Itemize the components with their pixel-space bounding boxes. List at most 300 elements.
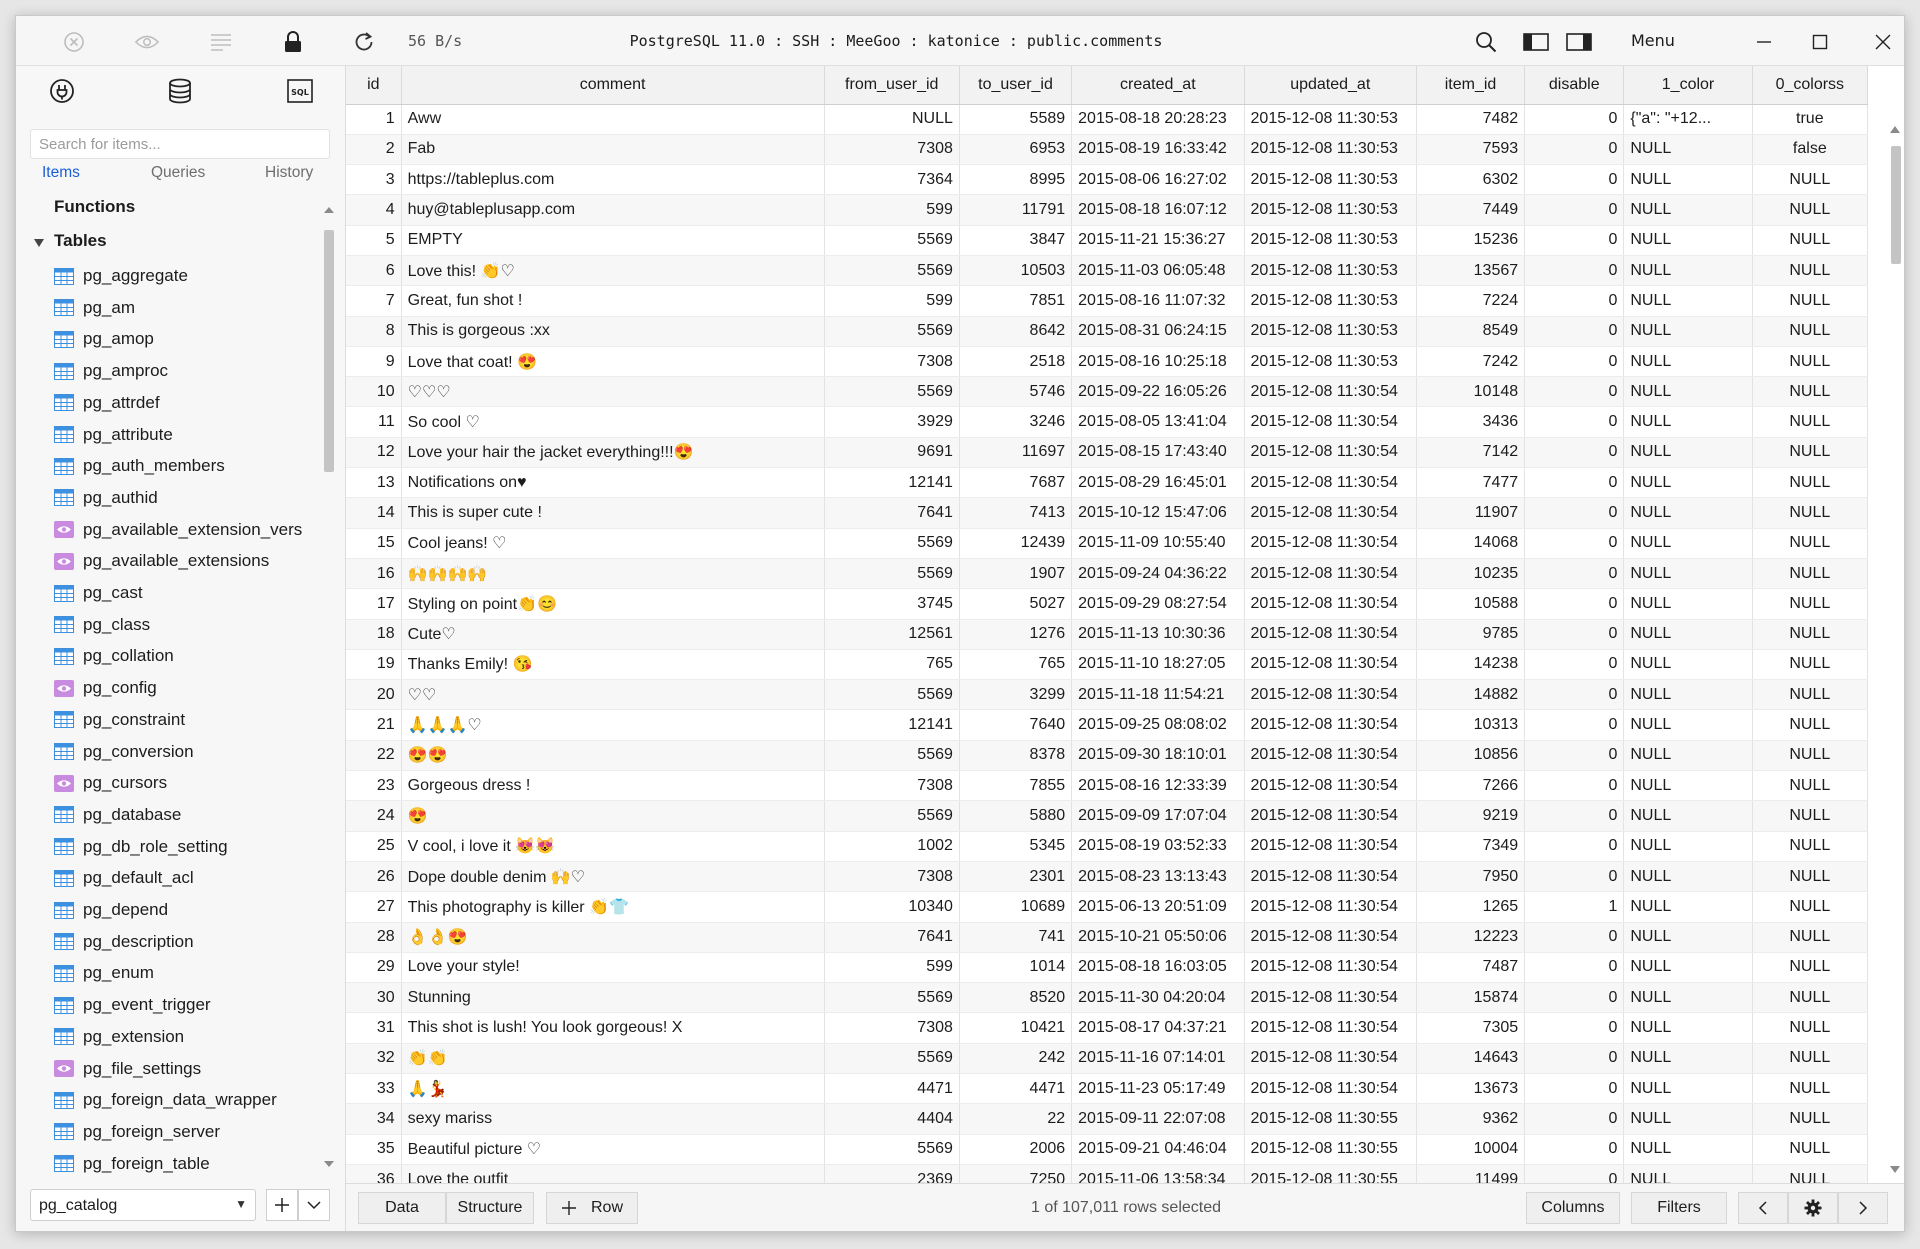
table-cell[interactable]: 0 bbox=[1525, 316, 1624, 346]
table-cell[interactable]: NULL bbox=[1624, 528, 1752, 558]
table-cell[interactable]: 4 bbox=[346, 195, 401, 225]
column-header-created-at[interactable]: created_at bbox=[1072, 66, 1244, 104]
table-cell[interactable]: 6 bbox=[346, 255, 401, 285]
sidebar-table-item[interactable] bbox=[54, 705, 316, 735]
table-cell[interactable]: 2015-12-08 11:30:54 bbox=[1244, 649, 1416, 679]
table-cell[interactable]: 34 bbox=[346, 1104, 401, 1134]
table-cell[interactable]: NULL bbox=[1752, 407, 1867, 437]
table-cell[interactable]: 2015-08-16 11:07:32 bbox=[1072, 286, 1244, 316]
table-cell[interactable]: 6302 bbox=[1416, 165, 1524, 195]
table-cell[interactable]: 3847 bbox=[959, 225, 1071, 255]
table-row[interactable] bbox=[346, 195, 1868, 225]
table-row[interactable] bbox=[346, 1074, 1868, 1104]
table-cell[interactable]: 12 bbox=[346, 437, 401, 467]
table-cell[interactable]: 15236 bbox=[1416, 225, 1524, 255]
maximize-icon[interactable] bbox=[1807, 29, 1833, 55]
scroll-down-arrow-icon[interactable] bbox=[324, 1160, 334, 1168]
table-cell[interactable]: NULL bbox=[1752, 255, 1867, 285]
table-cell[interactable]: NULL bbox=[1624, 649, 1752, 679]
table-row[interactable] bbox=[346, 437, 1868, 467]
table-row[interactable] bbox=[346, 589, 1868, 619]
table-cell[interactable]: 5589 bbox=[959, 104, 1071, 134]
table-cell[interactable]: Styling on point👏😊 bbox=[401, 589, 824, 619]
table-cell[interactable]: 7851 bbox=[959, 286, 1071, 316]
table-row[interactable] bbox=[346, 104, 1868, 134]
table-cell[interactable]: NULL bbox=[1624, 407, 1752, 437]
table-cell[interactable]: 2015-12-08 11:30:54 bbox=[1244, 589, 1416, 619]
table-row[interactable] bbox=[346, 558, 1868, 588]
table-cell[interactable]: NULL bbox=[1624, 740, 1752, 770]
table-cell[interactable]: 0 bbox=[1525, 1013, 1624, 1043]
table-cell[interactable]: 1 bbox=[346, 104, 401, 134]
table-cell[interactable]: NULL bbox=[1752, 801, 1867, 831]
pagination-settings-button[interactable] bbox=[1788, 1192, 1838, 1224]
table-cell[interactable]: 2015-10-12 15:47:06 bbox=[1072, 498, 1244, 528]
table-cell[interactable]: NULL bbox=[1624, 831, 1752, 861]
table-cell[interactable]: 2015-06-13 20:51:09 bbox=[1072, 892, 1244, 922]
table-row[interactable] bbox=[346, 346, 1868, 376]
table-row[interactable] bbox=[346, 983, 1868, 1013]
table-row[interactable] bbox=[346, 1013, 1868, 1043]
table-cell[interactable]: 8378 bbox=[959, 740, 1071, 770]
table-cell[interactable]: 6953 bbox=[959, 134, 1071, 164]
table-cell[interactable]: 2015-08-19 16:33:42 bbox=[1072, 134, 1244, 164]
table-cell[interactable]: Love that coat! 😍 bbox=[401, 346, 824, 376]
table-cell[interactable]: NULL bbox=[1624, 1164, 1752, 1183]
table-cell[interactable]: 27 bbox=[346, 892, 401, 922]
table-cell[interactable]: 0 bbox=[1525, 1164, 1624, 1183]
sidebar-table-item[interactable] bbox=[54, 1117, 316, 1147]
column-header-1-color[interactable]: 1_color bbox=[1624, 66, 1752, 104]
table-cell[interactable]: Aww bbox=[401, 104, 824, 134]
table-cell[interactable]: 2015-11-06 13:58:34 bbox=[1072, 1164, 1244, 1183]
table-cell[interactable]: Love your style! bbox=[401, 952, 824, 982]
table-cell[interactable]: 7305 bbox=[1416, 1013, 1524, 1043]
table-cell[interactable]: 2015-12-08 11:30:54 bbox=[1244, 498, 1416, 528]
table-cell[interactable]: 2015-09-09 17:07:04 bbox=[1072, 801, 1244, 831]
table-cell[interactable]: 10148 bbox=[1416, 377, 1524, 407]
table-cell[interactable]: 28 bbox=[346, 922, 401, 952]
table-cell[interactable]: 5746 bbox=[959, 377, 1071, 407]
table-cell[interactable]: 11 bbox=[346, 407, 401, 437]
table-cell[interactable]: 12141 bbox=[824, 468, 959, 498]
table-cell[interactable]: 35 bbox=[346, 1134, 401, 1164]
table-cell[interactable]: 7855 bbox=[959, 771, 1071, 801]
table-cell[interactable]: 2015-08-17 04:37:21 bbox=[1072, 1013, 1244, 1043]
table-cell[interactable]: 10856 bbox=[1416, 740, 1524, 770]
table-cell[interactable]: 13 bbox=[346, 468, 401, 498]
table-cell[interactable]: NULL bbox=[1752, 437, 1867, 467]
table-cell[interactable]: Cool jeans! ♡ bbox=[401, 528, 824, 558]
table-cell[interactable]: 16 bbox=[346, 558, 401, 588]
table-cell[interactable]: 0 bbox=[1525, 346, 1624, 376]
table-cell[interactable]: 26 bbox=[346, 861, 401, 891]
table-cell[interactable]: NULL bbox=[1752, 740, 1867, 770]
table-cell[interactable]: NULL bbox=[1752, 952, 1867, 982]
table-cell[interactable]: NULL bbox=[1624, 1134, 1752, 1164]
table-cell[interactable]: 0 bbox=[1525, 1074, 1624, 1104]
table-cell[interactable]: NULL bbox=[1624, 771, 1752, 801]
table-cell[interactable]: 242 bbox=[959, 1043, 1071, 1073]
table-cell[interactable]: 0 bbox=[1525, 468, 1624, 498]
table-cell[interactable]: 13567 bbox=[1416, 255, 1524, 285]
table-cell[interactable]: NULL bbox=[1624, 710, 1752, 740]
table-cell[interactable]: 2015-08-31 06:24:15 bbox=[1072, 316, 1244, 346]
table-cell[interactable]: 2015-08-19 03:52:33 bbox=[1072, 831, 1244, 861]
table-cell[interactable]: Love your hair the jacket everything!!!😍 bbox=[401, 437, 824, 467]
table-cell[interactable]: NULL bbox=[1752, 922, 1867, 952]
sidebar-table-item[interactable] bbox=[54, 927, 316, 957]
table-cell[interactable]: 2015-12-08 11:30:54 bbox=[1244, 1013, 1416, 1043]
table-cell[interactable]: This photography is killer 👏👕 bbox=[401, 892, 824, 922]
sidebar-table-item[interactable] bbox=[54, 768, 316, 798]
table-row[interactable] bbox=[346, 952, 1868, 982]
table-cell[interactable]: NULL bbox=[1624, 255, 1752, 285]
table-cell[interactable]: 22 bbox=[959, 1104, 1071, 1134]
table-row[interactable] bbox=[346, 468, 1868, 498]
table-cell[interactable]: NULL bbox=[1624, 225, 1752, 255]
table-cell[interactable]: 2015-12-08 11:30:54 bbox=[1244, 437, 1416, 467]
table-cell[interactable]: 0 bbox=[1525, 1134, 1624, 1164]
table-row[interactable] bbox=[346, 801, 1868, 831]
column-header-from-user-id[interactable]: from_user_id bbox=[824, 66, 959, 104]
table-cell[interactable]: 0 bbox=[1525, 831, 1624, 861]
table-cell[interactable]: NULL bbox=[1752, 528, 1867, 558]
table-cell[interactable]: 7593 bbox=[1416, 134, 1524, 164]
table-cell[interactable]: NULL bbox=[1624, 801, 1752, 831]
table-cell[interactable]: 3436 bbox=[1416, 407, 1524, 437]
table-cell[interactable]: 0 bbox=[1525, 165, 1624, 195]
table-cell[interactable]: 5569 bbox=[824, 1043, 959, 1073]
table-row[interactable] bbox=[346, 316, 1868, 346]
table-cell[interactable]: 10 bbox=[346, 377, 401, 407]
table-cell[interactable]: 2015-10-21 05:50:06 bbox=[1072, 922, 1244, 952]
table-cell[interactable]: 12439 bbox=[959, 528, 1071, 558]
table-cell[interactable]: 🙌🙌🙌🙌 bbox=[401, 558, 824, 588]
sidebar-search-input[interactable]: Search for items... bbox=[30, 129, 330, 159]
menu-button[interactable]: Menu bbox=[1631, 31, 1675, 50]
table-cell[interactable]: 8520 bbox=[959, 983, 1071, 1013]
column-header-updated-at[interactable]: updated_at bbox=[1244, 66, 1416, 104]
table-cell[interactable]: 2015-12-08 11:30:53 bbox=[1244, 286, 1416, 316]
functions-group[interactable]: Functions bbox=[54, 197, 136, 216]
table-cell[interactable]: 4404 bbox=[824, 1104, 959, 1134]
table-cell[interactable]: This is super cute ! bbox=[401, 498, 824, 528]
table-cell[interactable]: 2015-12-08 11:30:55 bbox=[1244, 1104, 1416, 1134]
table-cell[interactable]: 0 bbox=[1525, 801, 1624, 831]
table-cell[interactable]: NULL bbox=[1752, 195, 1867, 225]
table-cell[interactable]: 4471 bbox=[824, 1074, 959, 1104]
table-cell[interactable]: 7308 bbox=[824, 134, 959, 164]
table-cell[interactable]: NULL bbox=[1752, 1134, 1867, 1164]
table-cell[interactable]: 5569 bbox=[824, 558, 959, 588]
minimize-icon[interactable] bbox=[1751, 29, 1777, 55]
table-cell[interactable]: 0 bbox=[1525, 255, 1624, 285]
table-cell[interactable]: 2015-08-06 16:27:02 bbox=[1072, 165, 1244, 195]
table-cell[interactable]: 14068 bbox=[1416, 528, 1524, 558]
table-cell[interactable]: 2015-12-08 11:30:54 bbox=[1244, 1074, 1416, 1104]
table-cell[interactable]: 10313 bbox=[1416, 710, 1524, 740]
table-cell[interactable]: 2015-12-08 11:30:54 bbox=[1244, 740, 1416, 770]
table-cell[interactable]: NULL bbox=[1624, 165, 1752, 195]
table-cell[interactable]: NULL bbox=[1624, 983, 1752, 1013]
table-cell[interactable]: 12561 bbox=[824, 619, 959, 649]
table-cell[interactable]: NULL bbox=[1624, 861, 1752, 891]
table-cell[interactable]: 32 bbox=[346, 1043, 401, 1073]
sql-query-icon[interactable] bbox=[284, 76, 316, 106]
table-cell[interactable]: NULL bbox=[1624, 952, 1752, 982]
table-cell[interactable]: 5569 bbox=[824, 225, 959, 255]
column-header-to-user-id[interactable]: to_user_id bbox=[959, 66, 1071, 104]
table-cell[interactable]: 7687 bbox=[959, 468, 1071, 498]
table-row[interactable] bbox=[346, 286, 1868, 316]
table-cell[interactable]: 2015-12-08 11:30:54 bbox=[1244, 710, 1416, 740]
table-cell[interactable]: 2015-09-29 08:27:54 bbox=[1072, 589, 1244, 619]
table-cell[interactable]: NULL bbox=[1752, 892, 1867, 922]
table-cell[interactable]: 1014 bbox=[959, 952, 1071, 982]
table-cell[interactable]: 36 bbox=[346, 1164, 401, 1183]
table-cell[interactable]: 3745 bbox=[824, 589, 959, 619]
table-cell[interactable]: 0 bbox=[1525, 195, 1624, 225]
table-cell[interactable]: 2015-12-08 11:30:53 bbox=[1244, 195, 1416, 225]
table-cell[interactable]: NULL bbox=[1752, 771, 1867, 801]
table-cell[interactable]: 0 bbox=[1525, 498, 1624, 528]
sidebar-table-item[interactable] bbox=[54, 737, 316, 767]
table-cell[interactable]: 1907 bbox=[959, 558, 1071, 588]
table-row[interactable] bbox=[346, 528, 1868, 558]
table-cell[interactable]: 2015-12-08 11:30:54 bbox=[1244, 407, 1416, 437]
table-cell[interactable]: 2015-11-21 15:36:27 bbox=[1072, 225, 1244, 255]
table-cell[interactable]: 1276 bbox=[959, 619, 1071, 649]
table-cell[interactable]: NULL bbox=[1624, 619, 1752, 649]
table-cell[interactable]: 0 bbox=[1525, 134, 1624, 164]
table-row[interactable] bbox=[346, 1164, 1868, 1183]
table-cell[interactable]: 2015-11-03 06:05:48 bbox=[1072, 255, 1244, 285]
table-cell[interactable]: 8995 bbox=[959, 165, 1071, 195]
table-cell[interactable]: 5 bbox=[346, 225, 401, 255]
table-cell[interactable]: 0 bbox=[1525, 710, 1624, 740]
table-cell[interactable]: 2015-12-08 11:30:54 bbox=[1244, 892, 1416, 922]
table-cell[interactable]: NULL bbox=[1624, 195, 1752, 225]
table-cell[interactable]: huy@tableplusapp.com bbox=[401, 195, 824, 225]
table-cell[interactable]: Fab bbox=[401, 134, 824, 164]
tables-collapse-caret-icon[interactable] bbox=[34, 239, 44, 247]
table-cell[interactable]: 17 bbox=[346, 589, 401, 619]
table-cell[interactable]: 9362 bbox=[1416, 1104, 1524, 1134]
table-cell[interactable]: NULL bbox=[1752, 589, 1867, 619]
table-cell[interactable]: 10503 bbox=[959, 255, 1071, 285]
sidebar-table-item[interactable] bbox=[54, 958, 316, 988]
table-row[interactable] bbox=[346, 225, 1868, 255]
table-cell[interactable]: NULL bbox=[1752, 468, 1867, 498]
table-cell[interactable]: 2015-11-30 04:20:04 bbox=[1072, 983, 1244, 1013]
table-cell[interactable]: NULL bbox=[1624, 1043, 1752, 1073]
table-cell[interactable]: 1002 bbox=[824, 831, 959, 861]
sidebar-table-item[interactable] bbox=[54, 1149, 316, 1177]
table-cell[interactable]: NULL bbox=[1752, 831, 1867, 861]
table-cell[interactable]: 12141 bbox=[824, 710, 959, 740]
table-cell[interactable]: NULL bbox=[1624, 437, 1752, 467]
table-cell[interactable]: NULL bbox=[1752, 286, 1867, 316]
table-cell[interactable]: 2301 bbox=[959, 861, 1071, 891]
table-cell[interactable]: 11907 bbox=[1416, 498, 1524, 528]
table-cell[interactable]: 7224 bbox=[1416, 286, 1524, 316]
column-header-disable[interactable]: disable bbox=[1525, 66, 1624, 104]
table-cell[interactable]: 2015-09-21 04:46:04 bbox=[1072, 1134, 1244, 1164]
sidebar-table-item[interactable] bbox=[54, 673, 316, 703]
table-cell[interactable]: NULL bbox=[1624, 377, 1752, 407]
scroll-up-arrow-icon[interactable] bbox=[1890, 126, 1900, 133]
scroll-up-arrow-icon[interactable] bbox=[324, 206, 334, 214]
table-cell[interactable]: 2015-12-08 11:30:54 bbox=[1244, 952, 1416, 982]
filters-button[interactable]: Filters bbox=[1631, 1192, 1727, 1224]
table-cell[interactable]: https://tableplus.com bbox=[401, 165, 824, 195]
table-cell[interactable]: 3929 bbox=[824, 407, 959, 437]
table-cell[interactable]: 5880 bbox=[959, 801, 1071, 831]
table-row[interactable] bbox=[346, 619, 1868, 649]
table-cell[interactable]: 22 bbox=[346, 740, 401, 770]
table-row[interactable] bbox=[346, 831, 1868, 861]
table-cell[interactable]: 765 bbox=[824, 649, 959, 679]
table-cell[interactable]: NULL bbox=[1752, 680, 1867, 710]
table-cell[interactable]: 5569 bbox=[824, 983, 959, 1013]
table-cell[interactable]: 24 bbox=[346, 801, 401, 831]
table-cell[interactable]: 2015-12-08 11:30:54 bbox=[1244, 983, 1416, 1013]
table-row[interactable] bbox=[346, 740, 1868, 770]
table-cell[interactable]: 🙏🙏🙏♡ bbox=[401, 710, 824, 740]
sidebar-table-item[interactable] bbox=[54, 895, 316, 925]
table-cell[interactable]: 😍😍 bbox=[401, 740, 824, 770]
table-cell[interactable]: 8 bbox=[346, 316, 401, 346]
table-cell[interactable]: 2015-12-08 11:30:53 bbox=[1244, 134, 1416, 164]
table-cell[interactable]: 5569 bbox=[824, 680, 959, 710]
table-cell[interactable]: 9219 bbox=[1416, 801, 1524, 831]
sidebar-table-item[interactable] bbox=[54, 483, 316, 513]
table-row[interactable] bbox=[346, 165, 1868, 195]
table-cell[interactable]: 2015-11-23 05:17:49 bbox=[1072, 1074, 1244, 1104]
table-cell[interactable]: NULL bbox=[1752, 498, 1867, 528]
table-cell[interactable]: 2015-12-08 11:30:53 bbox=[1244, 225, 1416, 255]
table-cell[interactable]: NULL bbox=[1624, 1104, 1752, 1134]
sidebar-table-item[interactable] bbox=[54, 388, 316, 418]
table-row[interactable] bbox=[346, 680, 1868, 710]
tab-items[interactable]: Items bbox=[42, 164, 80, 181]
table-cell[interactable]: false bbox=[1752, 134, 1867, 164]
table-cell[interactable]: 599 bbox=[824, 195, 959, 225]
sidebar-table-item[interactable] bbox=[54, 610, 316, 640]
schema-select[interactable] bbox=[30, 1189, 256, 1221]
table-cell[interactable]: 2015-09-11 22:07:08 bbox=[1072, 1104, 1244, 1134]
table-cell[interactable]: 18 bbox=[346, 619, 401, 649]
table-cell[interactable]: NULL bbox=[1624, 134, 1752, 164]
table-cell[interactable]: 0 bbox=[1525, 377, 1624, 407]
table-cell[interactable]: NULL bbox=[1752, 225, 1867, 255]
table-cell[interactable]: NULL bbox=[1624, 558, 1752, 588]
table-cell[interactable]: 765 bbox=[959, 649, 1071, 679]
table-cell[interactable]: NULL bbox=[1752, 1164, 1867, 1183]
table-cell[interactable]: 0 bbox=[1525, 437, 1624, 467]
table-cell[interactable]: NULL bbox=[1624, 1074, 1752, 1104]
table-cell[interactable]: NULL bbox=[1624, 316, 1752, 346]
table-cell[interactable]: 2015-08-18 20:28:23 bbox=[1072, 104, 1244, 134]
table-cell[interactable]: 33 bbox=[346, 1074, 401, 1104]
table-cell[interactable]: NULL bbox=[1624, 892, 1752, 922]
table-row[interactable] bbox=[346, 1104, 1868, 1134]
table-cell[interactable]: NULL bbox=[824, 104, 959, 134]
table-cell[interactable]: 10689 bbox=[959, 892, 1071, 922]
table-cell[interactable]: 599 bbox=[824, 952, 959, 982]
table-cell[interactable]: 2015-09-24 04:36:22 bbox=[1072, 558, 1244, 588]
table-cell[interactable]: 2015-12-08 11:30:54 bbox=[1244, 468, 1416, 498]
tables-group[interactable]: Tables bbox=[54, 231, 107, 250]
table-cell[interactable]: 10004 bbox=[1416, 1134, 1524, 1164]
table-cell[interactable]: 10235 bbox=[1416, 558, 1524, 588]
table-cell[interactable]: 21 bbox=[346, 710, 401, 740]
table-cell[interactable]: 2015-12-08 11:30:54 bbox=[1244, 771, 1416, 801]
close-window-icon[interactable] bbox=[1870, 29, 1896, 55]
table-cell[interactable]: 0 bbox=[1525, 771, 1624, 801]
table-cell[interactable]: 12223 bbox=[1416, 922, 1524, 952]
table-cell[interactable]: Stunning bbox=[401, 983, 824, 1013]
table-cell[interactable]: 0 bbox=[1525, 649, 1624, 679]
table-cell[interactable]: 7 bbox=[346, 286, 401, 316]
refresh-icon[interactable] bbox=[351, 29, 377, 55]
sidebar-table-item[interactable] bbox=[54, 1054, 316, 1084]
table-cell[interactable]: 1265 bbox=[1416, 892, 1524, 922]
table-cell[interactable]: 11499 bbox=[1416, 1164, 1524, 1183]
scroll-down-arrow-icon[interactable] bbox=[1890, 1166, 1900, 1173]
table-cell[interactable]: 7266 bbox=[1416, 771, 1524, 801]
column-header-item-id[interactable]: item_id bbox=[1416, 66, 1524, 104]
sidebar-table-item[interactable] bbox=[54, 1022, 316, 1052]
table-cell[interactable]: 0 bbox=[1525, 740, 1624, 770]
table-cell[interactable]: 0 bbox=[1525, 922, 1624, 952]
table-cell[interactable]: Great, fun shot ! bbox=[401, 286, 824, 316]
table-cell[interactable]: 11697 bbox=[959, 437, 1071, 467]
table-cell[interactable]: 2015-09-30 18:10:01 bbox=[1072, 740, 1244, 770]
table-row[interactable] bbox=[346, 255, 1868, 285]
table-row[interactable] bbox=[346, 377, 1868, 407]
table-cell[interactable]: 2006 bbox=[959, 1134, 1071, 1164]
table-cell[interactable]: NULL bbox=[1752, 377, 1867, 407]
toggle-right-panel-icon[interactable] bbox=[1566, 29, 1592, 55]
table-cell[interactable]: 8642 bbox=[959, 316, 1071, 346]
table-cell[interactable]: 29 bbox=[346, 952, 401, 982]
more-options-button[interactable] bbox=[298, 1189, 330, 1221]
table-cell[interactable]: 2015-08-05 13:41:04 bbox=[1072, 407, 1244, 437]
sidebar-table-item[interactable] bbox=[54, 832, 316, 862]
table-cell[interactable]: 2015-09-25 08:08:02 bbox=[1072, 710, 1244, 740]
table-cell[interactable]: This shot is lush! You look gorgeous! X bbox=[401, 1013, 824, 1043]
grid-scroll-thumb[interactable] bbox=[1891, 146, 1901, 264]
table-cell[interactable]: 20 bbox=[346, 680, 401, 710]
table-cell[interactable]: 8549 bbox=[1416, 316, 1524, 346]
table-cell[interactable]: 7641 bbox=[824, 922, 959, 952]
table-cell[interactable]: NULL bbox=[1752, 1104, 1867, 1134]
sidebar-table-item[interactable] bbox=[54, 800, 316, 830]
table-cell[interactable]: 0 bbox=[1525, 104, 1624, 134]
table-cell[interactable]: 0 bbox=[1525, 407, 1624, 437]
table-cell[interactable]: true bbox=[1752, 104, 1867, 134]
table-cell[interactable]: 7640 bbox=[959, 710, 1071, 740]
table-row[interactable] bbox=[346, 134, 1868, 164]
search-icon[interactable] bbox=[1473, 29, 1499, 55]
table-cell[interactable]: 2015-12-08 11:30:55 bbox=[1244, 1134, 1416, 1164]
table-cell[interactable]: 😍 bbox=[401, 801, 824, 831]
table-cell[interactable]: 7308 bbox=[824, 771, 959, 801]
table-row[interactable] bbox=[346, 1134, 1868, 1164]
table-cell[interactable]: NULL bbox=[1752, 1013, 1867, 1043]
